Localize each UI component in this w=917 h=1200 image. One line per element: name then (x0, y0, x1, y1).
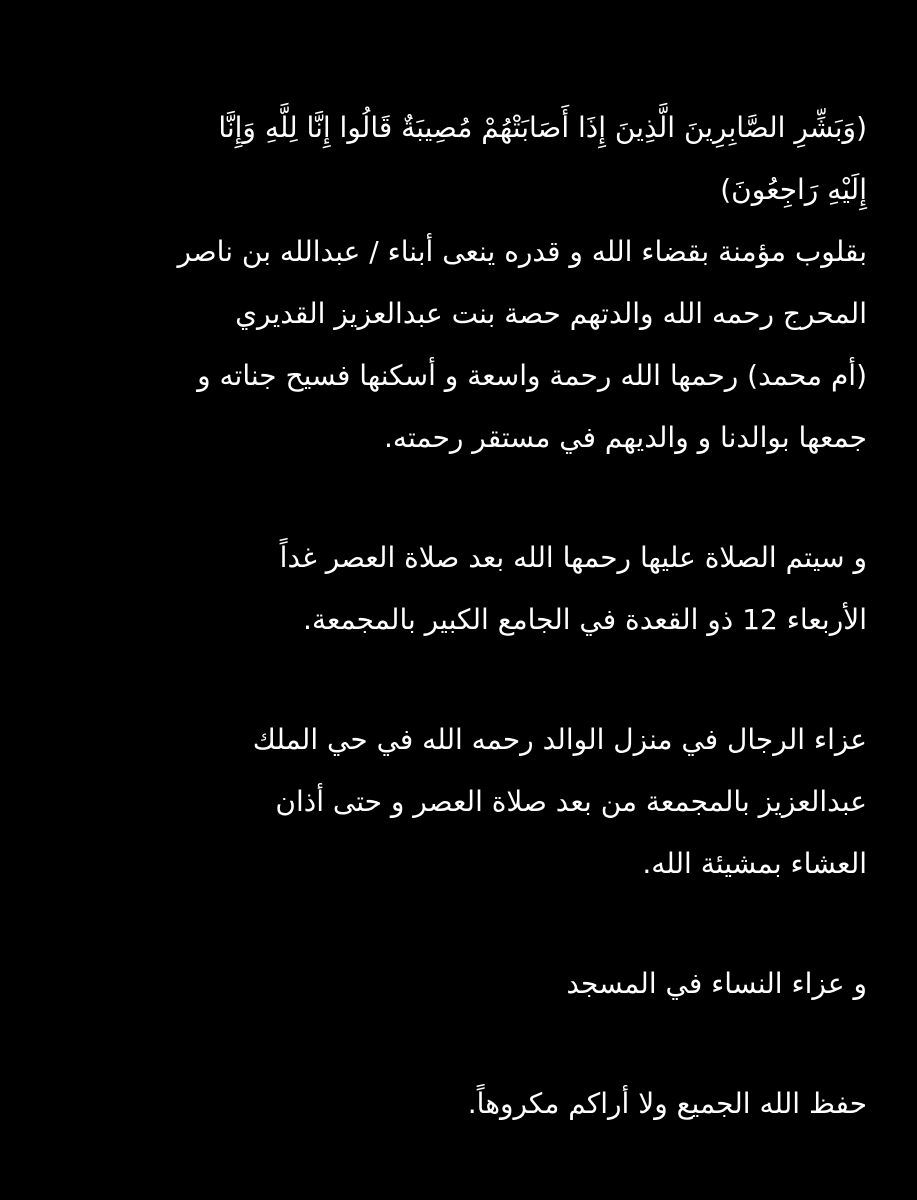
men-condolence-line-2: عبدالعزيز بالمجمعة من بعد صلاة العصر و حتى أذان (275, 785, 867, 818)
paragraph-gap (37, 651, 867, 709)
women-condolence-line: و عزاء النساء في المسجد (566, 967, 867, 1000)
paragraph-funeral-prayer (37, 527, 867, 651)
paragraph-gap (37, 1015, 867, 1073)
announcement-line-1: بقلوب مؤمنة بقضاء الله و قدره ينعى أبناء / عبدالله بن ناصر (177, 235, 867, 268)
condolence-note (37, 97, 867, 1135)
paragraph-men-condolence (37, 709, 867, 895)
funeral-prayer-line-1: و سيتم الصلاة عليها رحمها الله بعد صلاة العصر غداً (279, 541, 867, 574)
paragraph-closing (37, 1073, 867, 1135)
closing-line: حفظ الله الجميع ولا أراكم مكروهاً. (467, 1087, 867, 1120)
men-condolence-line-1: عزاء الرجال في منزل الوالد رحمه الله في حي الملك (252, 723, 867, 756)
announcement-line-2: المحرج رحمه الله والدتهم حصة بنت عبدالعزيز القديري (235, 297, 867, 330)
funeral-prayer-line-2: الأربعاء 12 ذو القعدة في الجامع الكبير بالمجمعة. (303, 603, 867, 636)
paragraph-gap (37, 895, 867, 953)
men-condolence-line-3: العشاء بمشيئة الله. (642, 847, 867, 880)
paragraph-announcement (37, 97, 867, 469)
announcement-line-3: (أم محمد) رحمها الله رحمة واسعة و أسكنها فسيح جناته و (197, 359, 867, 392)
paragraph-women-condolence (37, 953, 867, 1015)
announcement-line-4: جمعها بوالدنا و والديهم في مستقر رحمته. (384, 421, 867, 454)
paragraph-gap (37, 469, 867, 527)
quran-verse-line-2: إِلَيْهِ رَاجِعُونَ) (720, 173, 867, 206)
quran-verse-line-1: (وَبَشِّرِ الصَّابِرِينَ الَّذِينَ إِذَا أَصَابَتْهُمْ مُصِيبَةٌ قَالُوا إِنَّا لِلَّهِ وَإِنَّا (218, 111, 867, 144)
